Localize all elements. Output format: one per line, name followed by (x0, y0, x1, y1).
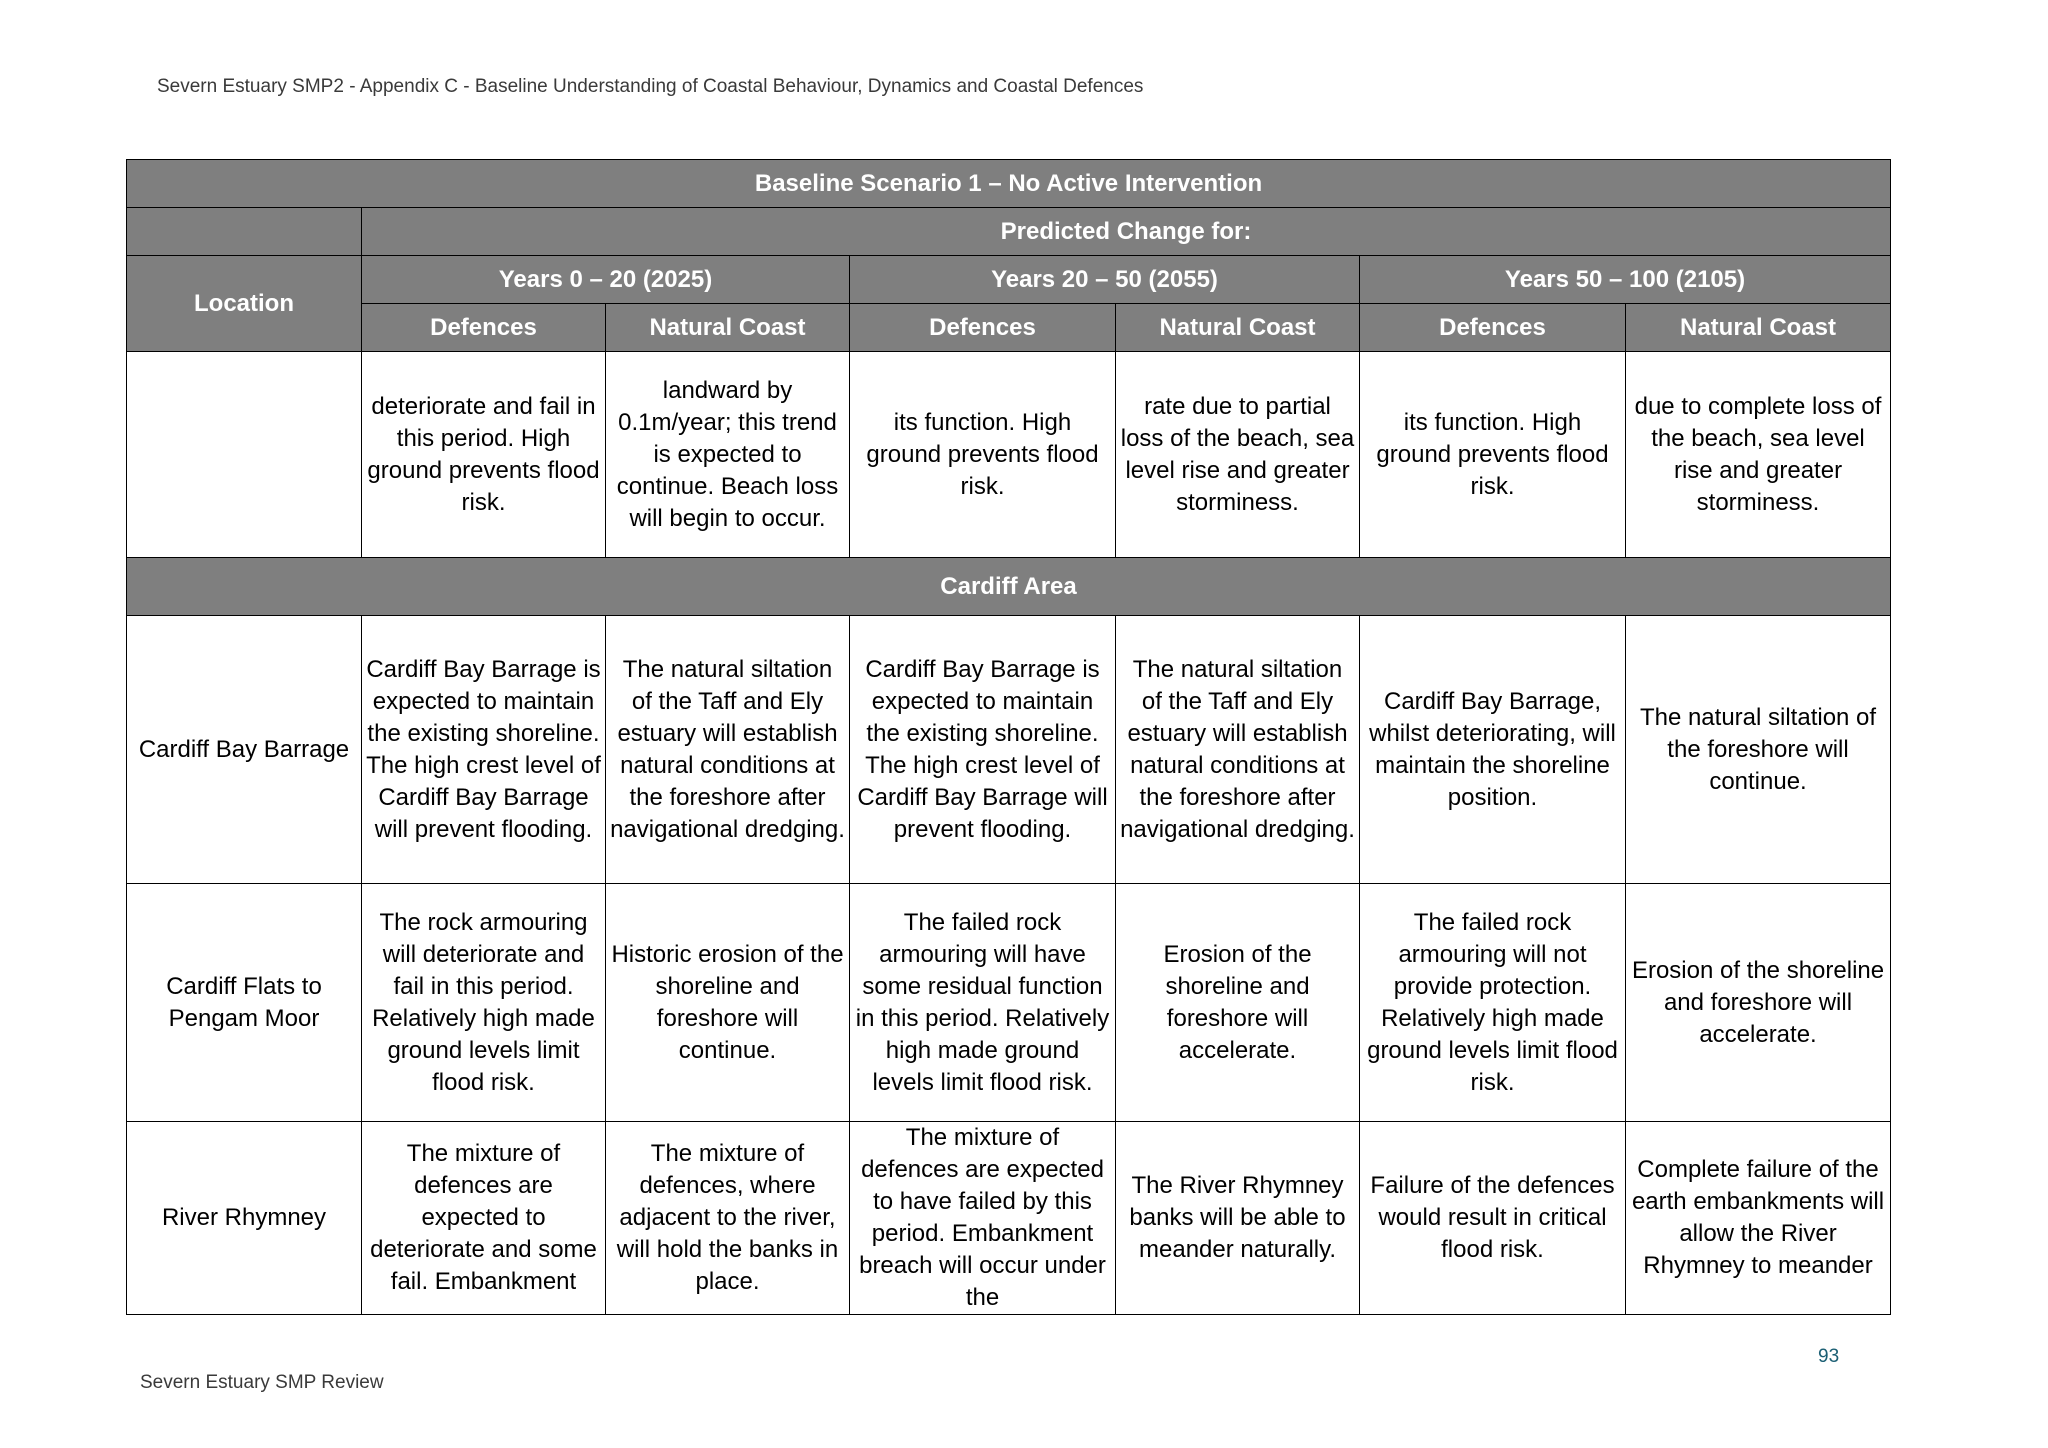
data-cell: The natural siltation of the Taff and Ely estuary will establish natural conditions at the foreshore after navigational dredging. (606, 616, 850, 884)
defences-header: Defences (362, 304, 606, 352)
data-cell: Cardiff Bay Barrage, whilst deteriorating, will maintain the shoreline position. (1360, 616, 1626, 884)
data-cell: Historic erosion of the shoreline and foreshore will continue. (606, 884, 850, 1122)
data-cell: The mixture of defences are expected to have failed by this period. Embankment breach will occur under the (850, 1122, 1116, 1315)
data-cell: Cardiff Bay Barrage is expected to maintain the existing shoreline. The high crest level of Cardiff Bay Barrage will prevent flooding. (850, 616, 1116, 884)
data-cell: Failure of the defences would result in critical flood risk. (1360, 1122, 1626, 1315)
predicted-change-header: Predicted Change for: (362, 208, 1891, 256)
defences-header: Defences (1360, 304, 1626, 352)
blank-header-cell (127, 208, 362, 256)
data-cell: The mixture of defences, where adjacent to the river, will hold the banks in place. (606, 1122, 850, 1315)
baseline-scenario-table (126, 159, 1891, 1315)
data-cell: its function. High ground prevents flood risk. (1360, 352, 1626, 558)
page-number: 93 (1818, 1346, 1840, 1367)
table-row (127, 352, 1891, 558)
data-cell: landward by 0.1m/year; this trend is expected to continue. Beach loss will begin to occur. (606, 352, 850, 558)
data-cell: due to complete loss of the beach, sea level rise and greater storminess. (1626, 352, 1891, 558)
data-cell: deteriorate and fail in this period. High ground prevents flood risk. (362, 352, 606, 558)
table-row (127, 1122, 1891, 1315)
data-cell: The mixture of defences are expected to deteriorate and some fail. Embankment (362, 1122, 606, 1315)
location-cell: Cardiff Flats to Pengam Moor (127, 884, 362, 1122)
location-cell (127, 352, 362, 558)
data-cell: Cardiff Bay Barrage is expected to maintain the existing shoreline. The high crest level of Cardiff Bay Barrage will prevent flooding. (362, 616, 606, 884)
data-cell: The failed rock armouring will have some residual function in this period. Relatively high made ground levels limit flood risk. (850, 884, 1116, 1122)
data-cell: Erosion of the shoreline and foreshore will accelerate. (1116, 884, 1360, 1122)
running-footer: Severn Estuary SMP Review (140, 1372, 384, 1393)
location-cell: River Rhymney (127, 1122, 362, 1315)
data-cell: The natural siltation of the Taff and Ely estuary will establish natural conditions at the foreshore after navigational dredging. (1116, 616, 1360, 884)
table-row (127, 616, 1891, 884)
natural-coast-header: Natural Coast (1116, 304, 1360, 352)
data-cell: rate due to partial loss of the beach, sea level rise and greater storminess. (1116, 352, 1360, 558)
period-header-2055: Years 20 – 50 (2055) (850, 256, 1360, 304)
table-title: Baseline Scenario 1 – No Active Intervention (127, 160, 1891, 208)
data-cell: The River Rhymney banks will be able to meander naturally. (1116, 1122, 1360, 1315)
data-cell: Complete failure of the earth embankments will allow the River Rhymney to meander (1626, 1122, 1891, 1315)
location-header: Location (127, 256, 362, 352)
data-cell: The failed rock armouring will not provide protection. Relatively high made ground levels limit flood risk. (1360, 884, 1626, 1122)
data-cell: The rock armouring will deteriorate and fail in this period. Relatively high made ground levels limit flood risk. (362, 884, 606, 1122)
natural-coast-header: Natural Coast (606, 304, 850, 352)
location-cell: Cardiff Bay Barrage (127, 616, 362, 884)
natural-coast-header: Natural Coast (1626, 304, 1891, 352)
period-header-2025: Years 0 – 20 (2025) (362, 256, 850, 304)
area-header: Cardiff Area (127, 558, 1891, 616)
running-header: Severn Estuary SMP2 - Appendix C - Baseline Understanding of Coastal Behaviour, Dynamics and Coastal Defences (157, 76, 1144, 97)
data-cell: its function. High ground prevents flood risk. (850, 352, 1116, 558)
defences-header: Defences (850, 304, 1116, 352)
table-row (127, 884, 1891, 1122)
period-header-2105: Years 50 – 100 (2105) (1360, 256, 1891, 304)
data-cell: Erosion of the shoreline and foreshore will accelerate. (1626, 884, 1891, 1122)
data-cell: The natural siltation of the foreshore will continue. (1626, 616, 1891, 884)
